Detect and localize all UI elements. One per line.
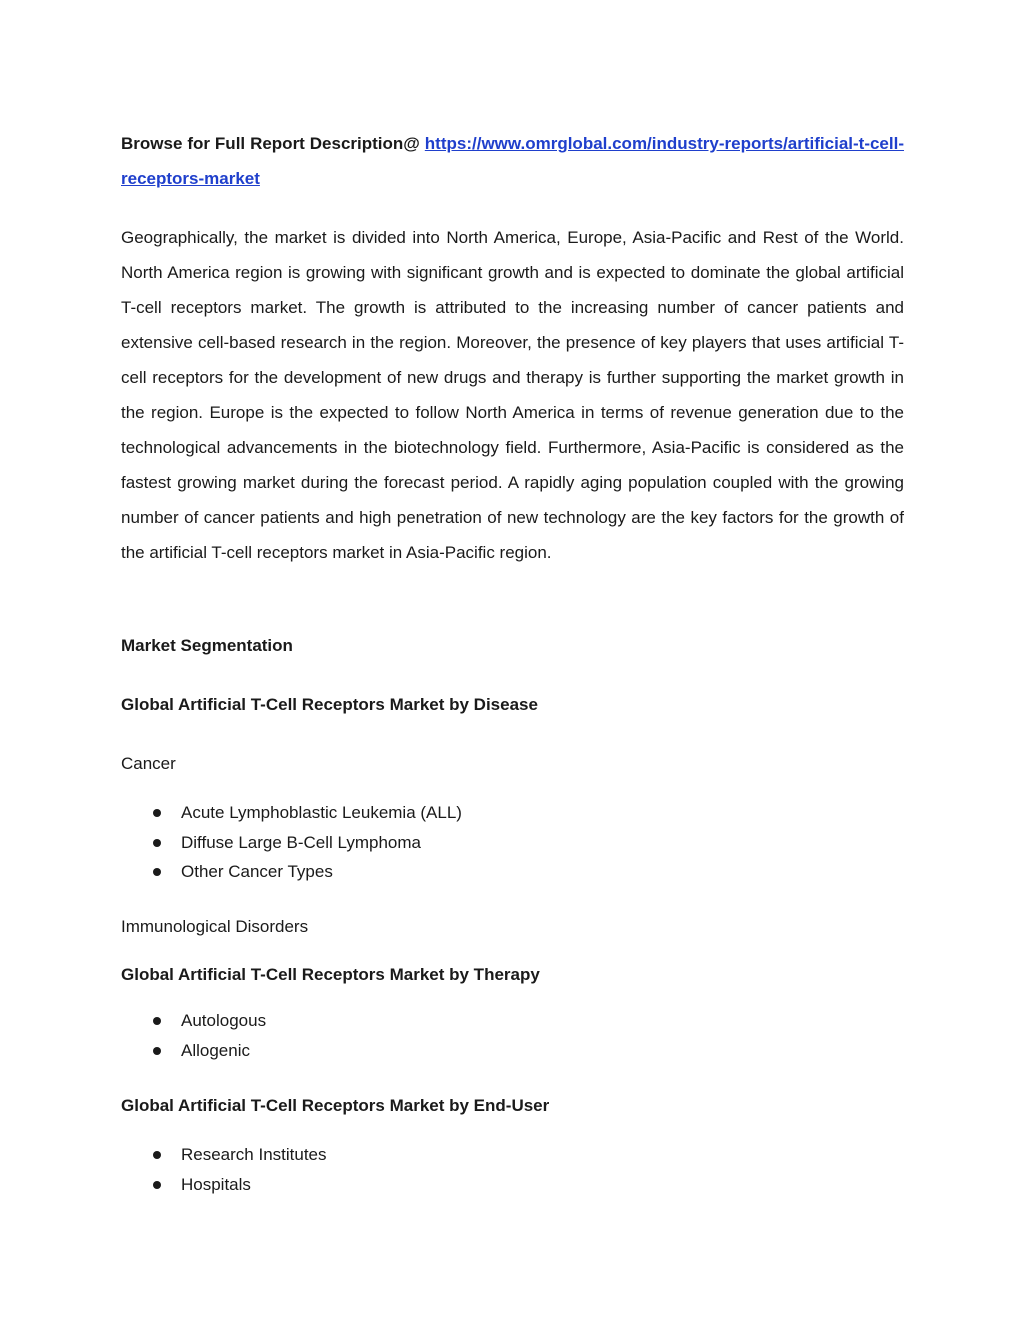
cancer-list — [121, 798, 821, 887]
document-page — [121, 126, 904, 1194]
list-item-label: Allogenic — [181, 1040, 250, 1060]
browse-label: Browse for Full Report Description@ — [121, 134, 425, 153]
bullet-icon — [153, 809, 161, 817]
list-item-label: Autologous — [181, 1011, 267, 1030]
list-item-label: Research Institutes — [181, 1145, 327, 1164]
geography-paragraph: Geographically, the market is divided into North America, Europe, Asia-Pacific and Rest of the World. North America region is growing with significant growth and is expected to dominate the global artificial T-cell receptors market. The growth is attributed to the increasing number of cancer patients and extensive cell-based research in the region. Moreover, the presence of key players that uses artificial T-cell receptors for the development of new drugs and therapy is further supporting the market growth in the region. Europe is the expected to follow North America in terms of revenue generation due to the technological advancements in the biotechnology field. Furthermore, Asia-Pacific is considered as the fastest growing market during the forecast period. A rapidly aging population coupled with the growing number of cancer patients and high penetration of new technology are the key factors for the growth of the artificial T-cell receptors market in Asia-Pacific region. — [121, 228, 904, 562]
list-item — [121, 1036, 821, 1066]
list-item-label: Acute Lymphoblastic Leukemia (ALL) — [181, 803, 462, 822]
bullet-icon — [153, 839, 161, 847]
bullet-icon — [153, 1017, 161, 1025]
market-segmentation-heading: Market Segmentation — [121, 636, 293, 655]
immunological-label: Immunological Disorders — [121, 917, 309, 936]
bullet-icon — [153, 1047, 161, 1055]
list-item — [121, 1006, 821, 1036]
end-user-heading: Global Artificial T-Cell Receptors Market by End-User — [121, 1096, 550, 1115]
list-item — [121, 857, 821, 887]
therapy-heading: Global Artificial T-Cell Receptors Market by Therapy — [121, 965, 540, 984]
end-user-list — [121, 1140, 821, 1199]
report-link[interactable]: https://www.omrglobal.com/industry-reports/artificial-t-cell-receptors-market — [121, 134, 904, 188]
list-item — [121, 1140, 821, 1170]
cancer-label: Cancer — [121, 754, 176, 773]
list-item — [121, 1170, 821, 1200]
browse-line — [121, 126, 904, 196]
bullet-icon — [153, 868, 161, 876]
therapy-list — [121, 1006, 821, 1065]
list-item — [121, 798, 821, 828]
bullet-icon — [153, 1151, 161, 1159]
list-item-label: Diffuse Large B-Cell Lymphoma — [181, 832, 422, 852]
list-item — [121, 828, 821, 858]
list-item-label: Other Cancer Types — [181, 862, 333, 881]
list-item-label: Hospitals — [181, 1174, 251, 1194]
disease-heading: Global Artificial T-Cell Receptors Market by Disease — [121, 695, 538, 714]
bullet-icon — [153, 1181, 161, 1189]
